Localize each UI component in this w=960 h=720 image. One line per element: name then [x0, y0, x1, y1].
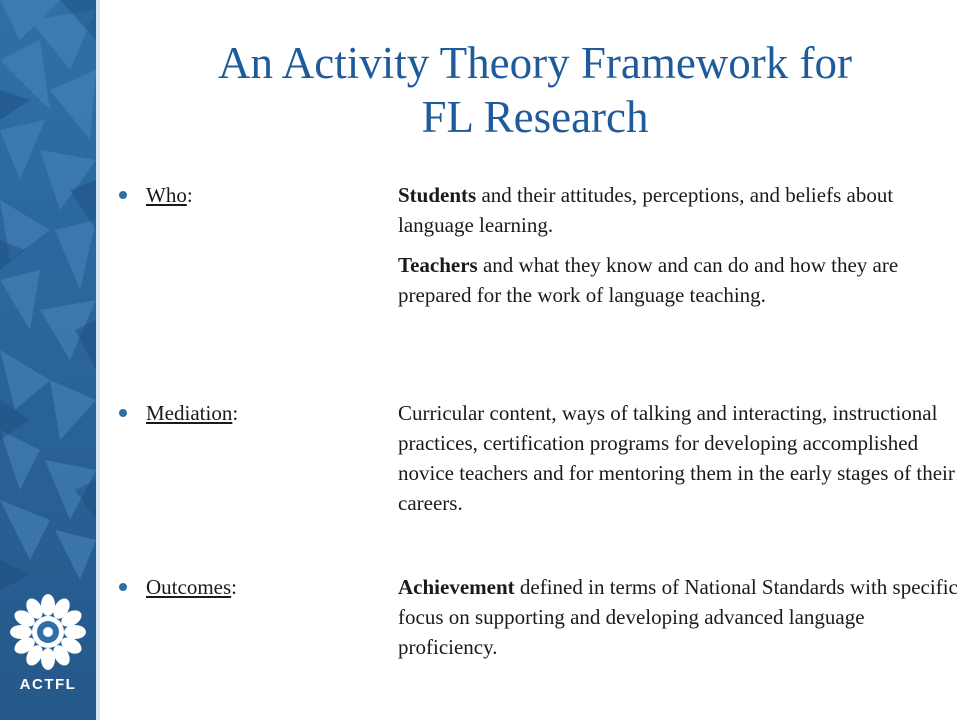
item-label-who: Who:	[146, 183, 193, 207]
item-label-mediation: Mediation:	[146, 401, 239, 425]
slide-title	[110, 36, 960, 144]
sidebar-decoration	[0, 0, 96, 720]
bullet-icon	[119, 583, 127, 591]
label-text: Mediation	[146, 401, 233, 425]
bullet-icon	[119, 191, 127, 199]
para-text: and what they know and can do and how they are prepared for the work of language teaching.	[398, 253, 899, 307]
logo-text: ACTFL	[19, 676, 77, 693]
bullet-icon	[119, 409, 127, 417]
title-line-1: An Activity Theory Framework for	[217, 38, 853, 88]
label-text: Outcomes	[146, 575, 232, 599]
title-line-2: FL Research	[421, 92, 649, 142]
para-text: and their attitudes, perceptions, and beliefs about language learning.	[398, 183, 894, 237]
item-label-outcomes: Outcomes:	[146, 575, 237, 599]
paragraph-outcomes	[398, 572, 958, 662]
actfl-flower-logo-icon	[8, 592, 88, 672]
para-text: defined in terms of National Standards with specific focus on supporting and developing advanced language proficiency.	[398, 575, 958, 659]
para-text: Curricular content, ways of talking and interacting, instructional practices, certification programs for developing accomplished novice teachers and for mentoring them in the early stages of their careers.	[398, 401, 955, 515]
para-bold: Teachers	[398, 253, 478, 277]
sidebar-edge	[96, 0, 100, 720]
paragraph-who-students	[398, 180, 958, 240]
para-bold: Achievement	[398, 575, 515, 599]
paragraph-mediation	[398, 398, 958, 518]
label-text: Who	[146, 183, 187, 207]
para-bold: Students	[398, 183, 477, 207]
paragraph-who-teachers	[398, 250, 958, 310]
